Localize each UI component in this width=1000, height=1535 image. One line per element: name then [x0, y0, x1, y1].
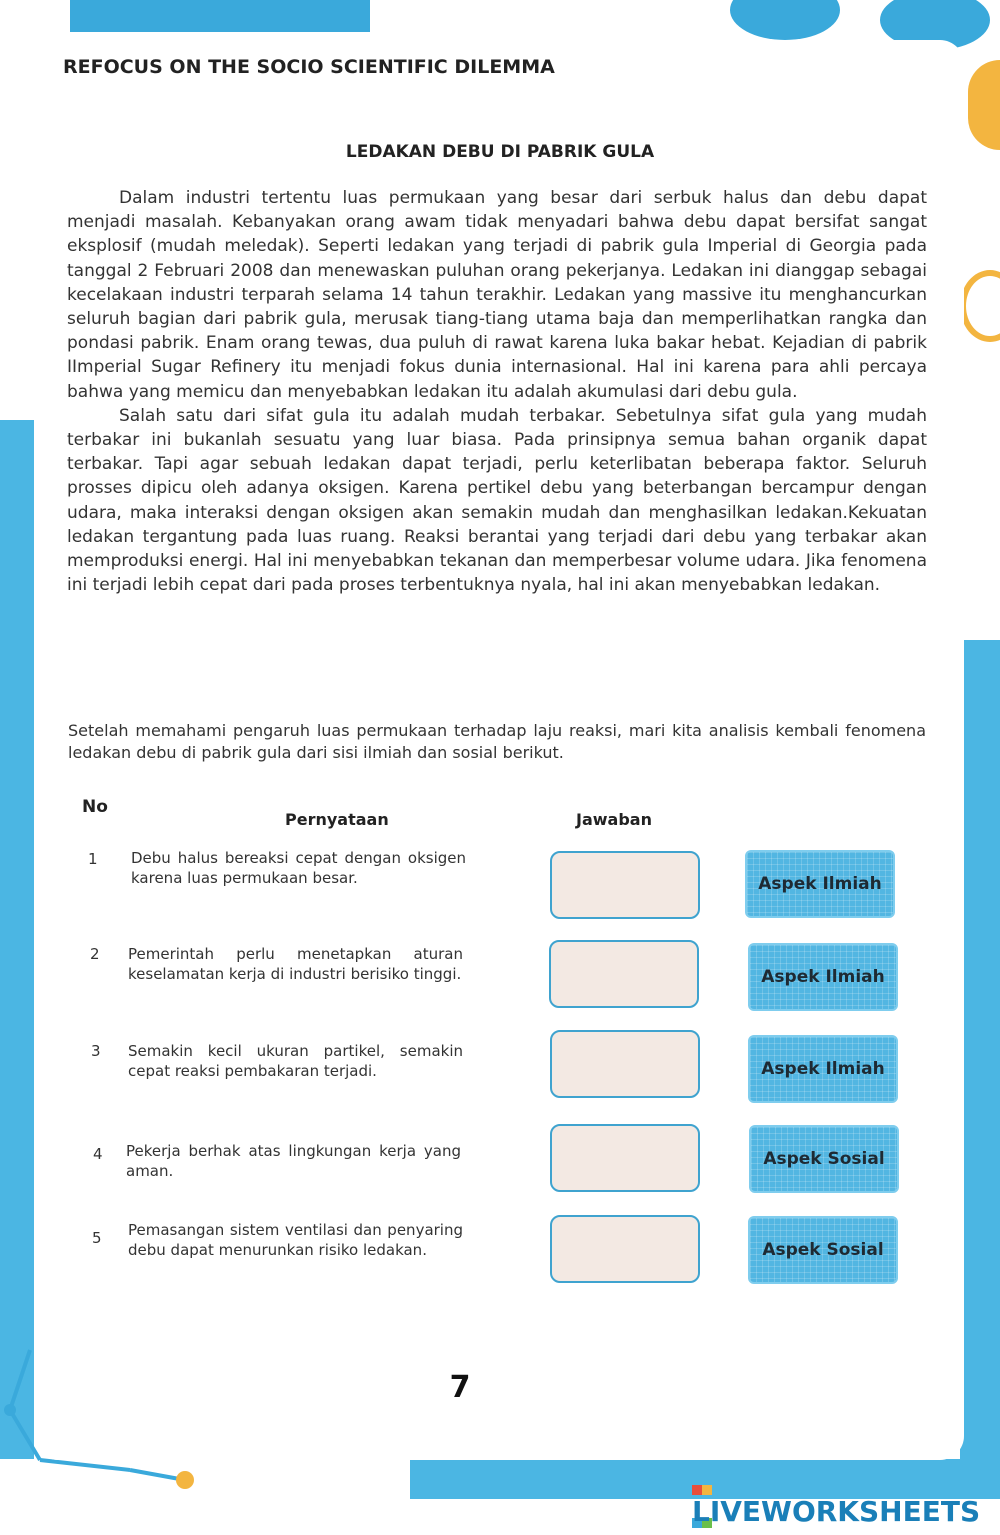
article-title: LEDAKAN DEBU DI PABRIK GULA [345, 142, 655, 162]
row-number: 2 [90, 945, 100, 963]
answer-drop-box[interactable] [550, 1030, 700, 1098]
statement-text: Debu halus bereaksi cepat dengan oksigen karena luas permukaan besar. [131, 849, 466, 887]
answer-drop-box[interactable] [549, 940, 699, 1008]
aspect-option-card[interactable]: Aspek Sosial [749, 1125, 899, 1193]
decorative-blob [730, 0, 840, 40]
background-left-top [0, 0, 34, 420]
row-number: 1 [88, 850, 98, 868]
column-header-answer: Jawaban [576, 810, 652, 829]
row-number: 4 [93, 1145, 103, 1163]
column-header-no: No [82, 797, 108, 817]
statement-text: Pemerintah perlu menetapkan aturan keselamatan kerja di industri berisiko tinggi. [128, 945, 463, 983]
aspect-option-card[interactable]: Aspek Sosial [748, 1216, 898, 1284]
article-paragraph: Dalam industri tertentu luas permukaan yang besar dari serbuk halus dan debu dapat menjadi masalah. Kebanyakan orang awam tidak menyadari bahwa debu dapat bersifat sangat eksplosif (mudah meledak). Seperti ledakan yang terjadi di pabrik gula Imperial di Georgia pada tanggal 2 Februari 2008 dan menewaskan puluhan orang pekerjanya. Ledakan ini dianggap sebagai kecelakaan industri terparah selama 14 tahun terakhir. Ledakan yang massive itu menghancurkan seluruh bagian dari pabrik gula, merusak tiang-tiang utama baja dan memperlihatkan rangka dan pondasi pabrik. Enam orang tewas, dua puluh di rawat karena luka bakar hebat. Kejadian di pabrik IImperial Sugar Refinery itu menjadi fokus dunia internasional. Hal ini karena para ahli percaya bahwa yang memicu dan menyebabkan ledakan itu adalah akumulasi dari debu gula. [67, 188, 927, 402]
liveworksheets-logo[interactable] [692, 1462, 1000, 1528]
row-number: 5 [92, 1229, 102, 1247]
instructions: Setelah memahami pengaruh luas permukaan terhadap laju reaksi, mari kita analisis kembali fenomena ledakan debu di pabrik gula dari sisi ilmiah dan sosial berikut. [68, 721, 926, 762]
article-body [67, 186, 927, 597]
aspect-option-card[interactable]: Aspek Ilmiah [745, 850, 895, 918]
decorative-top-bar [70, 0, 370, 32]
answer-drop-box[interactable] [550, 1124, 700, 1192]
page-number: 7 [449, 1370, 471, 1405]
liveworksheets-icon [692, 1469, 714, 1491]
statement-text: Pekerja berhak atas lingkungan kerja yang aman. [126, 1142, 461, 1180]
row-number: 3 [91, 1042, 101, 1060]
statement-text: Pemasangan sistem ventilasi dan penyaring debu dapat menurunkan risiko ledakan. [128, 1221, 463, 1259]
aspect-option-card[interactable]: Aspek Ilmiah [748, 1035, 898, 1103]
statement-text: Semakin kecil ukuran partikel, semakin cepat reaksi pembakaran terjadi. [128, 1042, 463, 1080]
answer-drop-box[interactable] [550, 1215, 700, 1283]
answer-drop-box[interactable] [550, 851, 700, 919]
aspect-option-card[interactable]: Aspek Ilmiah [748, 943, 898, 1011]
article-paragraph: Salah satu dari sifat gula itu adalah mudah terbakar. Sebetulnya sifat gula yang mudah terbakar ini bukanlah sesuatu yang luar biasa. Pada prinsipnya semua bahan organik dapat terbakar. Tapi agar sebuah ledakan dapat terjadi, perlu keterlibatan beberapa faktor. Seluruh prosses dipicu oleh adanya oksigen. Karena pertikel debu yang beterbangan bercampur dengan udara, maka interaksi dengan oksigen akan semakin mudah dan menghasilkan ledakan.Kekuatan ledakan tergantung pada luas ruang. Reaksi berantai yang terjadi dari debu yang terbakar akan memproduksi energi. Hal ini menyebabkan tekanan dan memperbesar volume udara. Jika fenomena ini terjadi lebih cepat dari pada proses terbentuknya nyala, hal ini akan menyebabkan ledakan. [67, 405, 927, 596]
page-title: REFOCUS ON THE SOCIO SCIENTIFIC DILEMMA [63, 56, 555, 78]
brand-text: LIVEWORKSHEETS [692, 1495, 981, 1528]
column-header-statement: Pernyataan [285, 810, 389, 829]
